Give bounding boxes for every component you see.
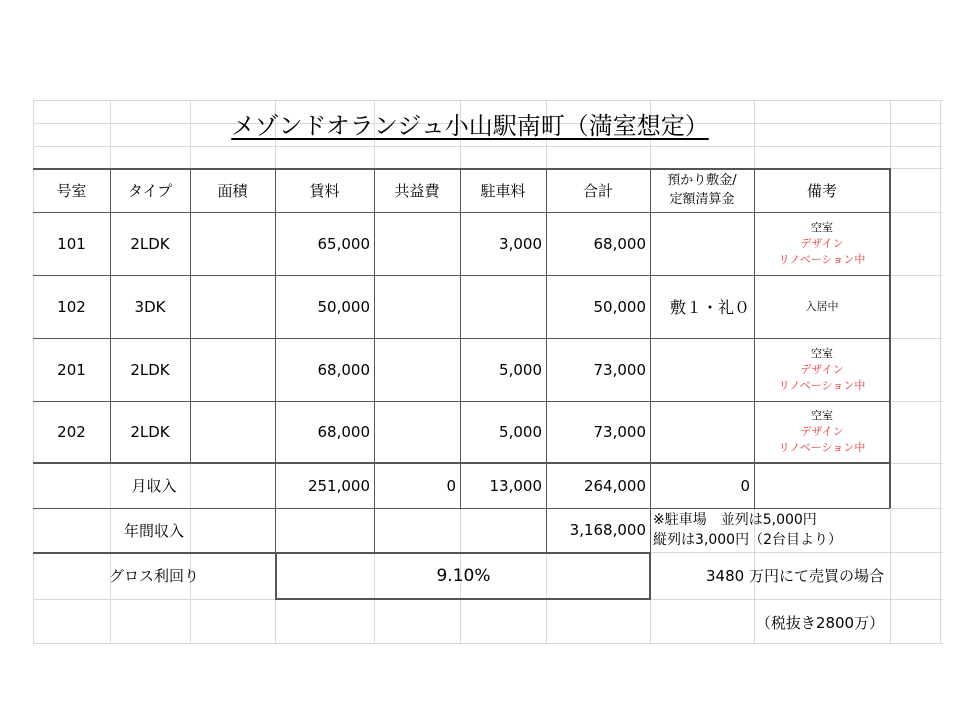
cell-type: 3DK	[134, 297, 166, 316]
remarks-line1: 入居中	[805, 299, 839, 313]
cell-remarks	[754, 338, 890, 401]
header-area: 面積	[217, 181, 248, 200]
cell-total: 50,000	[593, 297, 646, 316]
parking-note-line1: ※駐車場 並列は5,000円	[653, 512, 817, 528]
table-row	[0, 212, 960, 275]
cell-remarks	[754, 212, 890, 275]
monthly-deposit: 0	[740, 476, 750, 495]
table-row	[0, 401, 960, 463]
cell-rent: 65,000	[317, 234, 370, 253]
gridline	[33, 146, 943, 147]
cell-rent: 50,000	[317, 297, 370, 316]
annual-total: 3,168,000	[569, 521, 646, 539]
cell-common-fee	[374, 212, 460, 275]
parking-note	[653, 508, 893, 552]
cell-area	[190, 401, 275, 463]
header-parking: 駐車料	[480, 181, 526, 200]
table-row	[0, 338, 960, 401]
cell-room: 102	[57, 297, 86, 316]
border-line	[374, 508, 375, 552]
cell-type: 2LDK	[130, 423, 170, 441]
cell-room: 101	[57, 234, 86, 253]
cell-deposit: 敷１・礼０	[669, 298, 750, 317]
remarks-line2: デザイン	[800, 362, 844, 376]
border-line	[650, 508, 651, 552]
tax-excluded-note: （税抜き2800万）	[755, 613, 885, 632]
cell-area	[190, 212, 275, 275]
monthly-parking: 13,000	[489, 476, 542, 495]
cell-common-fee	[374, 401, 460, 463]
remarks-line2: デザイン	[800, 236, 844, 250]
remarks-line3: リノベーション中	[778, 441, 866, 454]
header-remarks: 備考	[806, 181, 837, 200]
cell-common-fee	[374, 338, 460, 401]
remarks-line1: 空室	[811, 220, 833, 234]
remarks-line3: リノベーション中	[778, 252, 866, 266]
header-rent: 賃料	[309, 181, 340, 200]
cell-parking: 5,000	[499, 360, 542, 379]
table-row	[0, 275, 960, 338]
sale-price-note: 3480 万円にて売買の場合	[706, 567, 884, 585]
cell-parking: 5,000	[499, 423, 542, 441]
monthly-common-fee: 0	[446, 476, 456, 495]
cell-room: 202	[57, 423, 86, 441]
header-common-fee: 共益費	[394, 181, 440, 200]
cell-deposit	[650, 212, 754, 275]
cell-total: 68,000	[593, 234, 646, 253]
cell-area	[190, 338, 275, 401]
remarks-line1: 空室	[811, 346, 833, 360]
sheet-title: メゾンドオランジュ小山駅南町（満室想定）	[231, 111, 709, 140]
header-type: タイプ	[127, 181, 173, 200]
border-line	[754, 463, 755, 508]
header-deposit-line1: 預かり敷金/	[667, 173, 737, 188]
cell-area	[190, 275, 275, 338]
monthly-total: 264,000	[583, 476, 646, 495]
header-total: 合計	[582, 181, 613, 200]
cell-type: 2LDK	[130, 234, 170, 253]
header-room: 号室	[56, 181, 87, 200]
cell-parking: 3,000	[499, 234, 542, 253]
cell-total: 73,000	[593, 360, 646, 379]
remarks-line3: リノベーション中	[778, 378, 866, 392]
cell-remarks	[754, 401, 890, 463]
cell-parking	[460, 275, 546, 338]
cell-remarks	[754, 275, 890, 338]
annual-label: 年間収入	[123, 521, 184, 540]
cell-deposit	[650, 401, 754, 463]
cell-deposit	[650, 338, 754, 401]
remarks-line1: 空室	[811, 409, 833, 422]
header-deposit	[650, 168, 754, 212]
cell-common-fee	[374, 275, 460, 338]
parking-note-line2: 縦列は3,000円（2台目より）	[653, 532, 842, 548]
monthly-label: 月収入	[131, 477, 177, 495]
header-deposit-line2: 定額清算金	[669, 192, 735, 207]
cell-room: 201	[57, 360, 86, 379]
border-line	[275, 508, 276, 552]
cell-type: 2LDK	[130, 360, 170, 379]
remarks-line2: デザイン	[800, 425, 844, 438]
gross-yield-value: 9.10%	[436, 565, 491, 586]
cell-rent: 68,000	[317, 423, 370, 441]
gridline	[33, 643, 943, 644]
monthly-rent: 251,000	[307, 476, 370, 495]
gross-yield-label: グロス利回り	[108, 567, 199, 585]
cell-rent: 68,000	[317, 360, 370, 379]
cell-total: 73,000	[593, 423, 646, 441]
